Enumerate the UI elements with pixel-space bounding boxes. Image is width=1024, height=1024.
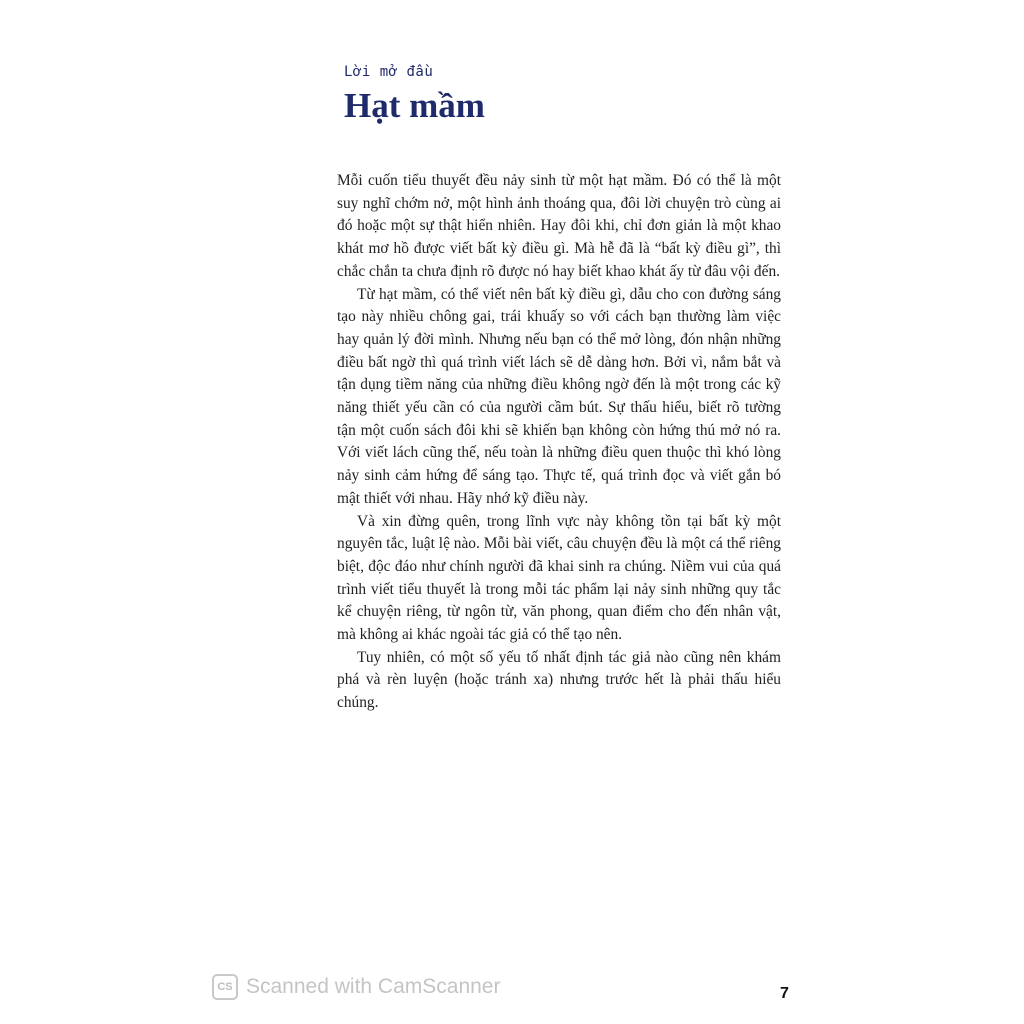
paragraph-1: Mỗi cuốn tiểu thuyết đều nảy sinh từ một hạt mầm. Đó có thể là một suy nghĩ chớm nở, một hình ảnh thoáng qua, đôi lời chuyện trò cùng ai đó hoặc một sự thật hiển nhiên. Hay đôi khi, chỉ đơn giản là một khao khát mơ hồ được viết bất kỳ điều gì. Mà hễ đã là “bất kỳ điều gì”, thì chắc chắn ta chưa định rõ được nó hay biết khao khát ấy từ đâu vội đến.: [337, 172, 781, 280]
body-text: [337, 170, 781, 715]
chapter-title: Hạt mầm: [344, 86, 485, 125]
paragraph-3: Và xin đừng quên, trong lĩnh vực này không tồn tại bất kỳ một nguyên tắc, luật lệ nào. Mỗi bài viết, câu chuyện đều là một cá thể riêng biệt, độc đáo như chính người đã khai sinh ra chúng. Niềm vui của quá trình viết tiểu thuyết là trong mỗi tác phẩm lại nảy sinh những quy tắc kể chuyện riêng, từ ngôn từ, văn phong, quan điểm cho đến nhân vật, mà không ai khác ngoài tác giả có thể tạo nên.: [337, 512, 781, 644]
camscanner-watermark: [212, 972, 500, 1002]
paragraph-4: Tuy nhiên, có một số yếu tố nhất định tác giả nào cũng nên khám phá và rèn luyện (hoặc tránh xa) nhưng trước hết là phải thấu hiểu chúng.: [337, 648, 781, 712]
chapter-kicker: Lời mở đầu: [344, 64, 434, 80]
camscanner-logo-icon: CS: [212, 974, 238, 1000]
watermark-text: Scanned with CamScanner: [246, 975, 501, 998]
paragraph-2: Từ hạt mầm, có thể viết nên bất kỳ điều gì, dẫu cho con đường sáng tạo này nhiều chông gai, trái khuấy so với cách bạn thường làm việc hay quản lý đời mình. Nhưng nếu bạn có thể mở lòng, đón nhận những điều bất ngờ thì quá trình viết lách sẽ dễ dàng hơn. Bởi vì, nắm bắt và tận dụng tiềm năng của những điều không ngờ đến là một trong các kỹ năng thiết yếu cần có của người cầm bút. Sự thấu hiểu, biết rõ tường tận một cuốn sách đôi khi sẽ khiến bạn không còn hứng thú mở nó ra. Với viết lách cũng thế, nếu toàn là những điều quen thuộc thì khó lòng nảy sinh cảm hứng để sáng tạo. Thực tế, quá trình đọc và viết gắn bó mật thiết với nhau. Hãy nhớ kỹ điều này.: [337, 285, 781, 507]
page-number: 7: [780, 985, 789, 1002]
